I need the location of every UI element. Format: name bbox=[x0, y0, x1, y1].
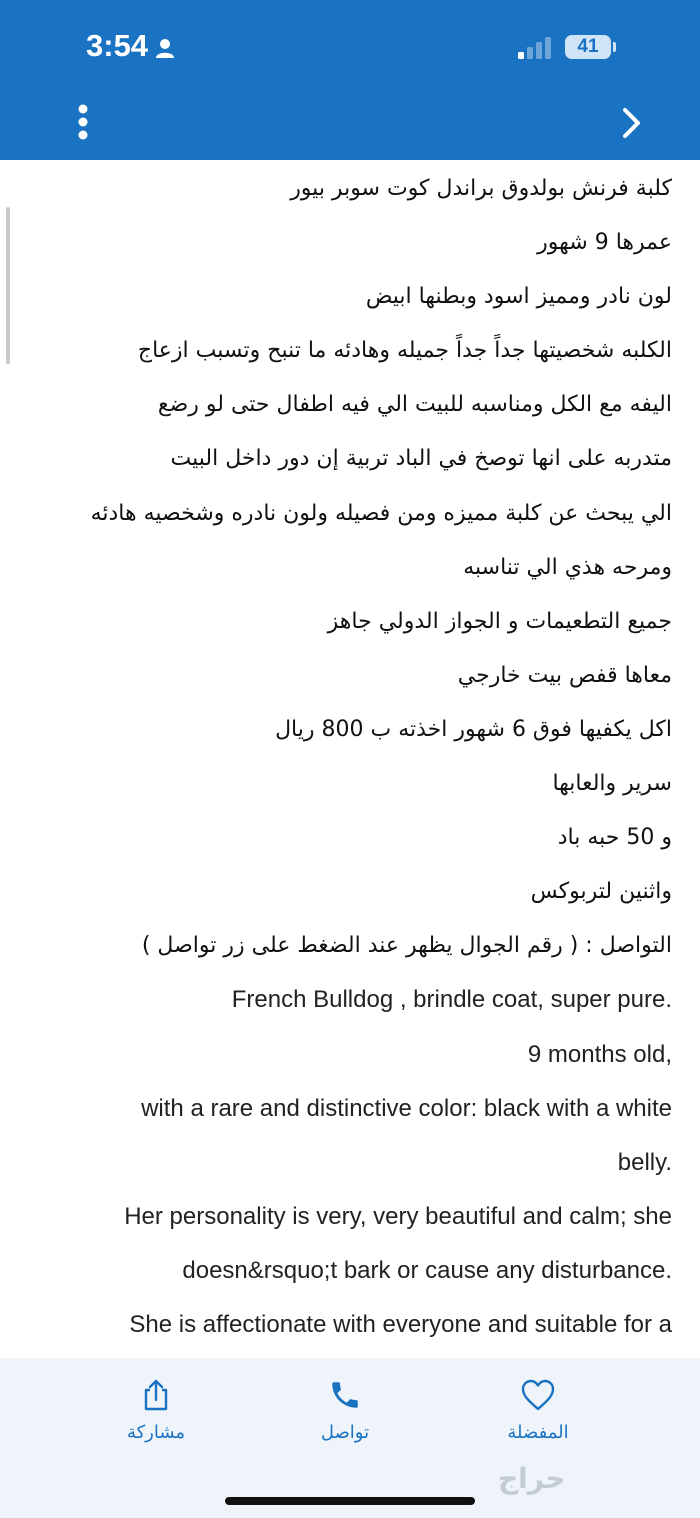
description-line-en: doesn&rsquo;t bark or cause any disturbance. bbox=[182, 1256, 672, 1284]
phone-icon bbox=[328, 1378, 362, 1412]
description-line: جميع التطعيمات و الجواز الدولي جاهز bbox=[327, 608, 672, 634]
heart-icon bbox=[520, 1378, 556, 1412]
contact-button[interactable] bbox=[275, 1378, 415, 1443]
description-line: سرير والعابها bbox=[552, 771, 672, 797]
app-header bbox=[0, 0, 700, 160]
home-indicator[interactable] bbox=[225, 1497, 475, 1505]
share-label: مشاركة bbox=[126, 1422, 186, 1443]
description-line: اليفه مع الكل ومناسبه للبيت الي فيه اطفال حتى لو رضع bbox=[157, 392, 672, 418]
battery-indicator: 41 bbox=[565, 35, 611, 59]
description-line-en: 9 months old, bbox=[527, 1040, 672, 1068]
description-line: كلبة فرنش بولدوق براندل كوت سوبر بيور bbox=[290, 176, 672, 201]
chevron-right-icon[interactable] bbox=[620, 107, 644, 139]
battery-tip bbox=[613, 42, 616, 52]
contact-label: تواصل bbox=[320, 1422, 370, 1443]
description-line: اكل يكفيها فوق 6 شهور اخذته ب 800 ريال bbox=[275, 716, 672, 742]
description-line: متدربه على انها توصخ في الباد تربية إن دور داخل البيت bbox=[170, 446, 672, 472]
more-options-icon[interactable] bbox=[76, 104, 90, 140]
status-time: 3:54 bbox=[86, 28, 149, 63]
description-line-en: Her personality is very, very beautiful and calm; she bbox=[124, 1202, 672, 1230]
description-line: معاها قفص بيت خارجي bbox=[457, 662, 672, 688]
description-line-en: with a rare and distinctive color: black with a white bbox=[141, 1094, 672, 1122]
share-icon bbox=[141, 1378, 171, 1412]
description-line: و 50 حبه باد bbox=[557, 825, 672, 851]
person-icon bbox=[155, 38, 175, 58]
haraj-watermark: حراج bbox=[498, 1462, 566, 1495]
bottom-action-bar bbox=[0, 1358, 700, 1518]
description-line: واثنين لتربوكس bbox=[530, 879, 672, 905]
description-line: لون نادر ومميز اسود وبطنها ابيض bbox=[365, 284, 672, 310]
description-line: عمرها 9 شهور bbox=[537, 230, 672, 256]
description-line: الي يبحث عن كلبة مميزه ومن فصيله ولون نادره وشخصيه هادئه bbox=[90, 500, 672, 526]
description-line-en: She is affectionate with everyone and suitable for a bbox=[129, 1310, 672, 1338]
description-line: الكلبه شخصيتها جداً جداً جميله وهادئه ما تنبح وتسبب ازعاج bbox=[137, 338, 672, 364]
favorite-button[interactable] bbox=[468, 1378, 608, 1443]
scroll-indicator[interactable] bbox=[6, 207, 10, 364]
share-button[interactable] bbox=[86, 1378, 226, 1443]
cellular-signal-icon bbox=[518, 37, 554, 59]
description-line-en: belly. bbox=[617, 1148, 672, 1176]
description-line-en: French Bulldog , brindle coat, super pure. bbox=[231, 986, 672, 1014]
favorite-label: المفضلة bbox=[507, 1422, 569, 1443]
listing-description bbox=[30, 162, 672, 1358]
contact-note-line: التواصل : ( رقم الجوال يظهر عند الضغط على زر تواصل ) bbox=[141, 933, 672, 959]
description-line: ومرحه هذي الي تناسبه bbox=[463, 554, 672, 580]
